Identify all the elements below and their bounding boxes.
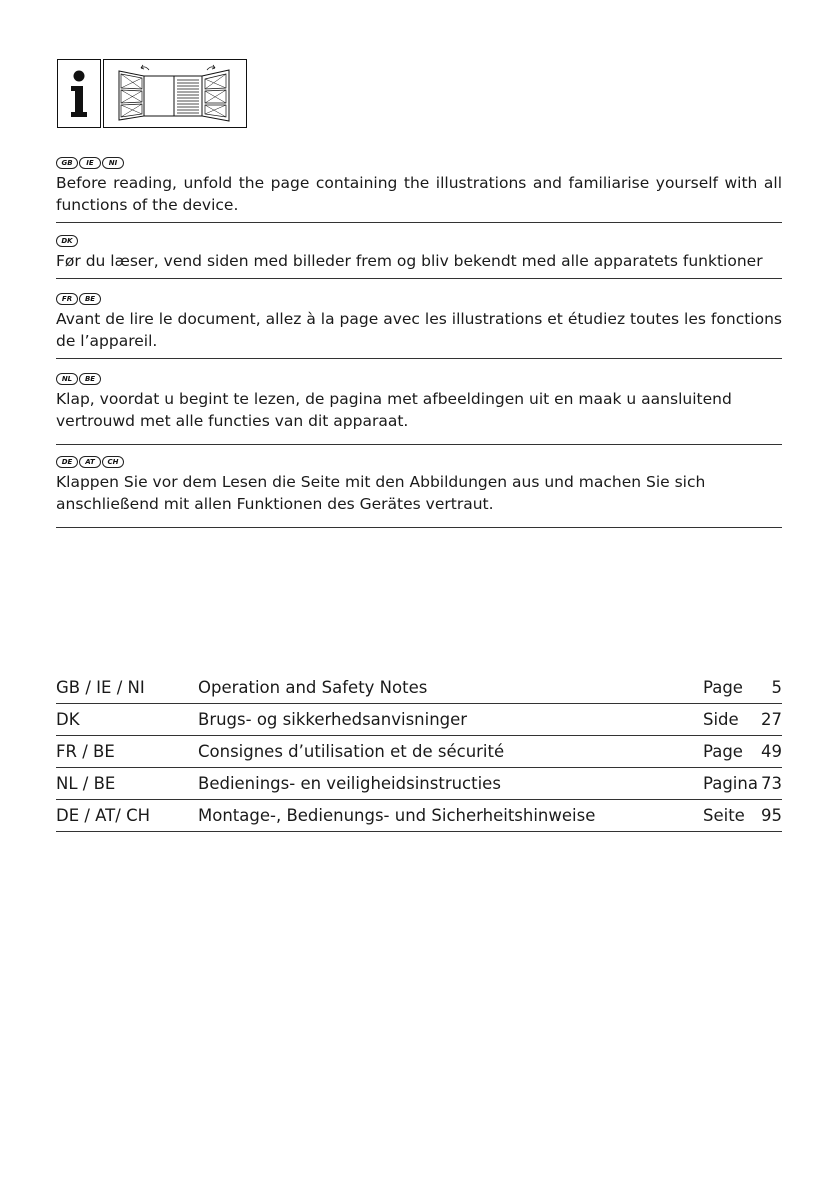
- toc-language: GB / IE / NI: [56, 672, 198, 704]
- info-icon: [58, 60, 101, 128]
- toc-page-word: Side: [703, 704, 758, 736]
- toc-row[interactable]: [56, 672, 782, 704]
- toc-row[interactable]: [56, 736, 782, 768]
- section-nl-be: [56, 373, 782, 445]
- unfold-page-icon: [104, 60, 247, 128]
- toc-language: DK: [56, 704, 198, 736]
- toc-row[interactable]: [56, 800, 782, 832]
- toc-page-number: 73: [758, 768, 782, 800]
- section-text: Before reading, unfold the page containing the illustrations and familiarise yourself with all functions of the device.: [56, 174, 782, 214]
- badge-at: AT: [79, 456, 101, 468]
- country-badges: [56, 456, 782, 468]
- badge-ni: NI: [102, 157, 124, 169]
- toc-page-number: 27: [758, 704, 782, 736]
- toc-title: Montage-, Bedienungs- und Sicherheitshinweise: [198, 800, 703, 832]
- badge-dk: DK: [56, 235, 78, 247]
- badge-be: BE: [79, 373, 101, 385]
- section-text: Klap, voordat u begint te lezen, de pagina met afbeeldingen uit en maak u aansluitend vertrouwd met alle functies van dit apparaat.: [56, 390, 732, 430]
- badge-fr: FR: [56, 293, 78, 305]
- toc-page-number: 95: [758, 800, 782, 832]
- section-gb-ie-ni: [56, 157, 782, 223]
- badge-ch: CH: [102, 456, 124, 468]
- country-badges: [56, 293, 782, 305]
- toc-page-word: Page: [703, 736, 758, 768]
- country-badges: [56, 157, 782, 169]
- toc-row[interactable]: [56, 768, 782, 800]
- badge-be: BE: [79, 293, 101, 305]
- toc-language: DE / AT/ CH: [56, 800, 198, 832]
- toc-language: FR / BE: [56, 736, 198, 768]
- section-de-at-ch: [56, 456, 782, 528]
- section-text: Før du læser, vend siden med billeder frem og bliv bekendt med alle apparatets funktioner: [56, 252, 763, 270]
- section-fr-be: [56, 293, 782, 359]
- toc-row[interactable]: [56, 704, 782, 736]
- section-text: Avant de lire le document, allez à la page avec les illustrations et étudiez toutes les fonctions de l’appareil.: [56, 310, 782, 350]
- section-dk: [56, 235, 782, 279]
- info-graphic: [57, 59, 247, 128]
- toc-title: Operation and Safety Notes: [198, 672, 703, 704]
- toc-title: Bedienings- en veiligheidsinstructies: [198, 768, 703, 800]
- toc-title: Consignes d’utilisation et de sécurité: [198, 736, 703, 768]
- toc-page-word: Page: [703, 672, 758, 704]
- section-text: Klappen Sie vor dem Lesen die Seite mit den Abbildungen aus und machen Sie sich anschließend mit allen Funktionen des Gerätes vertraut.: [56, 473, 706, 513]
- country-badges: [56, 235, 782, 247]
- toc-page-word: Pagina: [703, 768, 758, 800]
- badge-nl: NL: [56, 373, 78, 385]
- table-of-contents: [56, 672, 782, 832]
- toc-page-word: Seite: [703, 800, 758, 832]
- badge-ie: IE: [79, 157, 101, 169]
- country-badges: [56, 373, 782, 385]
- badge-gb: GB: [56, 157, 78, 169]
- toc-page-number: 5: [758, 672, 782, 704]
- toc-page-number: 49: [758, 736, 782, 768]
- badge-de: DE: [56, 456, 78, 468]
- toc-language: NL / BE: [56, 768, 198, 800]
- toc-title: Brugs- og sikkerhedsanvisninger: [198, 704, 703, 736]
